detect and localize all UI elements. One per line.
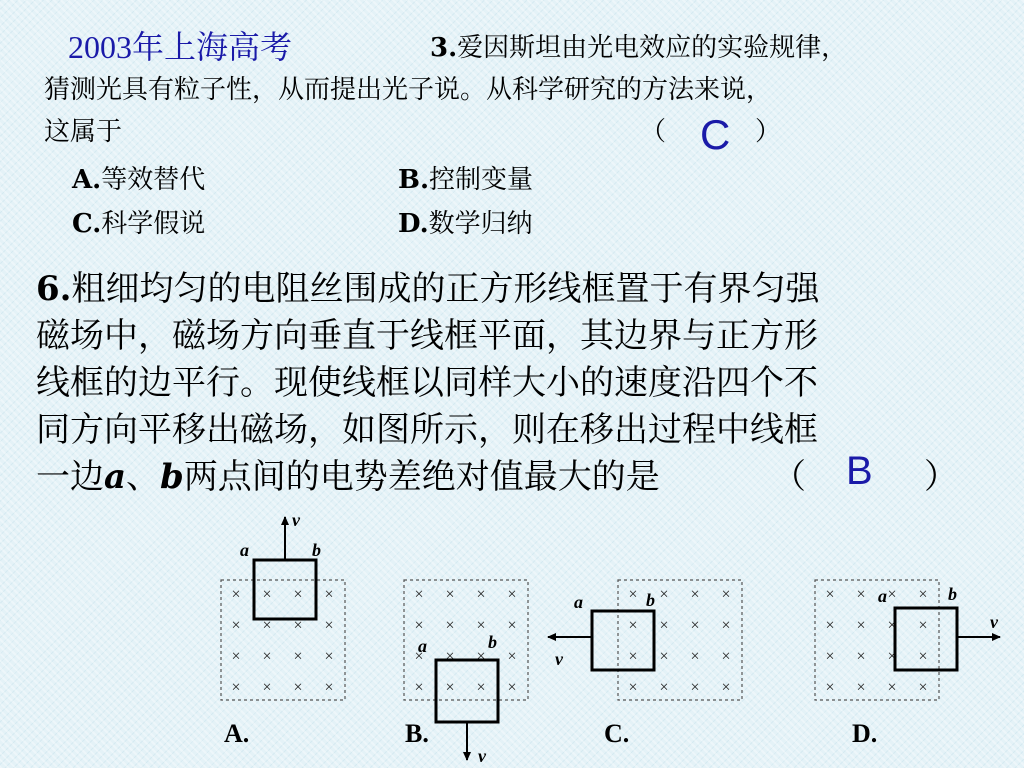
field-mark: ×	[293, 617, 303, 634]
point-b-label-b: b	[488, 632, 497, 652]
field-mark: ×	[476, 617, 486, 634]
field-mark: ×	[628, 586, 638, 603]
field-marks-a	[231, 586, 333, 696]
field-marks-d	[825, 586, 927, 696]
field-mark: ×	[887, 617, 897, 634]
field-mark: ×	[324, 648, 334, 665]
point-a-label-c: a	[574, 592, 583, 612]
q6-line1: 6.粗细均匀的电阻丝围成的正方形线框置于有界匀强	[36, 269, 820, 309]
field-mark: ×	[659, 586, 669, 603]
q6-line3: 线框的边平行。现使线框以同样大小的速度沿四个不	[36, 363, 818, 403]
q6-paren-close: ）	[924, 457, 958, 497]
field-mark: ×	[414, 586, 424, 603]
field-mark: ×	[856, 586, 866, 603]
velocity-label-a: v	[292, 510, 300, 530]
field-mark: ×	[507, 586, 517, 603]
q6-number: 6.	[36, 269, 72, 309]
point-b-label-a: b	[312, 540, 321, 560]
velocity-label-d: v	[990, 612, 998, 632]
field-mark: ×	[690, 586, 700, 603]
q3-option-d: D.数学归纳	[398, 209, 533, 239]
q3-paren-open: （	[640, 117, 667, 147]
field-mark: ×	[324, 617, 334, 634]
exam-tag: 2003年上海高考	[68, 29, 293, 65]
field-mark: ×	[825, 617, 835, 634]
caption-c: C.	[604, 719, 630, 748]
diagram-d	[815, 580, 1000, 748]
q3-answer: C	[700, 111, 731, 158]
field-mark: ×	[476, 586, 486, 603]
diagram-c	[548, 580, 742, 748]
field-mark: ×	[690, 679, 700, 696]
field-marks-b	[414, 586, 516, 696]
velocity-label-b: v	[478, 746, 486, 766]
q3-paren-close: ）	[755, 117, 782, 147]
field-mark: ×	[445, 586, 455, 603]
field-mark: ×	[293, 586, 303, 603]
q6-line4: 同方向平移出磁场，如图所示，则在移出过程中线框	[36, 410, 818, 450]
caption-a: A.	[224, 719, 250, 748]
point-b-label-c: b	[646, 590, 655, 610]
field-mark: ×	[324, 679, 334, 696]
field-mark: ×	[262, 679, 272, 696]
field-mark: ×	[262, 617, 272, 634]
q3-option-c: C.科学假说	[72, 209, 206, 239]
field-mark: ×	[628, 648, 638, 665]
field-mark: ×	[887, 648, 897, 665]
q6-line5: 一边a、b两点间的电势差绝对值最大的是	[36, 457, 660, 497]
velocity-label-c: v	[555, 649, 563, 669]
field-mark: ×	[856, 648, 866, 665]
diagram-a	[221, 510, 345, 748]
field-mark: ×	[507, 648, 517, 665]
q6-paren-open: （	[772, 457, 806, 497]
field-mark: ×	[887, 586, 897, 603]
wire-frame-c	[592, 611, 654, 670]
field-mark: ×	[507, 679, 517, 696]
field-mark: ×	[825, 679, 835, 696]
field-mark: ×	[721, 648, 731, 665]
field-mark: ×	[445, 648, 455, 665]
q3-line2: 猜测光具有粒子性，从而提出光子说。从科学研究的方法来说，	[44, 75, 773, 105]
field-mark: ×	[476, 679, 486, 696]
field-mark: ×	[445, 617, 455, 634]
caption-d: D.	[852, 719, 878, 748]
field-mark: ×	[918, 679, 928, 696]
field-mark: ×	[690, 617, 700, 634]
field-mark: ×	[231, 679, 241, 696]
field-mark: ×	[721, 679, 731, 696]
q3-line3: 这属于	[44, 117, 123, 147]
q3-option-a: A.等效替代	[72, 165, 206, 195]
field-mark: ×	[293, 648, 303, 665]
field-mark: ×	[856, 617, 866, 634]
field-mark: ×	[628, 679, 638, 696]
field-mark: ×	[721, 617, 731, 634]
field-mark: ×	[414, 648, 424, 665]
field-mark: ×	[825, 586, 835, 603]
point-a-label-b: a	[418, 636, 427, 656]
field-mark: ×	[628, 617, 638, 634]
field-mark: ×	[414, 617, 424, 634]
field-mark: ×	[918, 648, 928, 665]
field-mark: ×	[262, 648, 272, 665]
field-mark: ×	[231, 586, 241, 603]
field-marks-c	[628, 586, 730, 696]
field-mark: ×	[293, 679, 303, 696]
diagram-b	[404, 580, 528, 766]
field-mark: ×	[659, 617, 669, 634]
field-mark: ×	[507, 617, 517, 634]
field-mark: ×	[414, 679, 424, 696]
field-mark: ×	[262, 586, 272, 603]
q3-line1-text: 爱因斯坦由光电效应的实验规律，	[457, 33, 848, 63]
field-mark: ×	[659, 679, 669, 696]
point-a-label-a: a	[240, 540, 249, 560]
caption-b: B.	[405, 719, 429, 748]
field-mark: ×	[445, 679, 455, 696]
field-mark: ×	[476, 648, 486, 665]
field-mark: ×	[231, 648, 241, 665]
field-mark: ×	[721, 586, 731, 603]
field-mark: ×	[918, 617, 928, 634]
field-mark: ×	[825, 648, 835, 665]
point-a-label-d: a	[878, 586, 887, 606]
field-mark: ×	[887, 679, 897, 696]
point-b-label-d: b	[948, 584, 957, 604]
field-mark: ×	[690, 648, 700, 665]
q3-number: 3.	[430, 33, 458, 63]
q6-line2: 磁场中，磁场方向垂直于线框平面，其边界与正方形	[36, 316, 818, 356]
q3-option-b: B.控制变量	[398, 165, 534, 195]
q6-answer: B	[846, 449, 873, 493]
field-mark: ×	[231, 617, 241, 634]
field-mark: ×	[918, 586, 928, 603]
field-mark: ×	[659, 648, 669, 665]
field-mark: ×	[856, 679, 866, 696]
field-mark: ×	[324, 586, 334, 603]
